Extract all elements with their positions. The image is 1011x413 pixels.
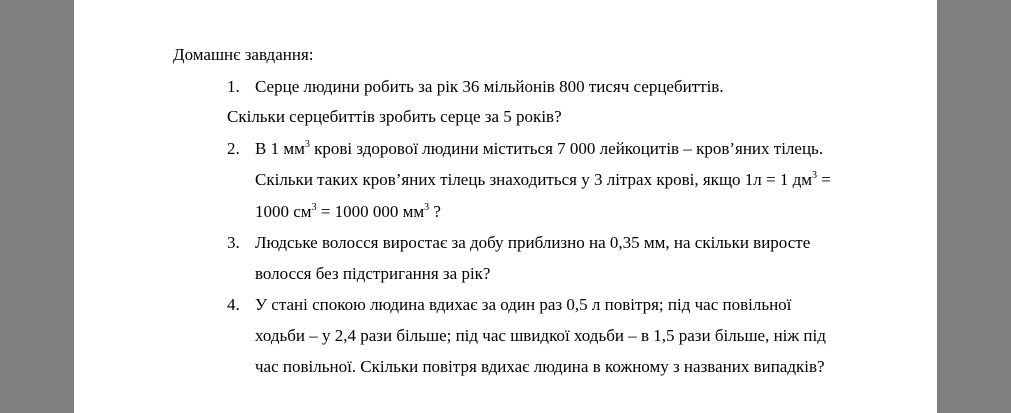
task-4-number: 4. bbox=[227, 295, 240, 314]
task-3-line-2: волосся без підстригання за рік? bbox=[255, 264, 491, 283]
superscript: 3 bbox=[812, 170, 818, 181]
superscript: 3 bbox=[424, 202, 430, 213]
task-2-line-2: Скільки таких кров’яних тілець знаходиться у 3 літрах крові, якщо 1л = 1 $дм^3$ = bbox=[255, 170, 831, 189]
task-4-line-2: ходьби – у 2,4 рази більше; під час швидкої ходьби – в 1,5 рази більше, ніж під bbox=[255, 326, 826, 345]
task-2-line-3: 1000 $см^3 = 1000$ 000 $мм^3$ ? bbox=[255, 202, 441, 221]
document-page bbox=[74, 0, 937, 413]
task-4-line-1: У стані спокою людина вдихає за один раз 0,5 л повітря; під час повільної bbox=[255, 295, 792, 314]
task-3-number: 3. bbox=[227, 233, 240, 252]
task-1-number: 1. bbox=[227, 77, 240, 96]
task-2-line-1-text: В 1 $мм^3$ крові здорової людини міститься 7 000 лейкоцитів – кров’яних тілець. bbox=[255, 139, 824, 158]
task-1-line-1: Серце людини робить за рік 36 мільйонів 800 тисяч серцебиттів. bbox=[255, 77, 724, 96]
task-4-line-3: час повільної. Скільки повітря вдихає людина в кожному з названих випадків? bbox=[255, 357, 825, 376]
superscript: 3 bbox=[311, 202, 317, 213]
task-3-line-1: Людське волосся виростає за добу приблизно на 0,35 мм, на скільки виросте bbox=[255, 233, 811, 252]
task-2-number: 2. bbox=[227, 139, 240, 158]
homework-title: Домашнє завдання: bbox=[173, 45, 314, 64]
task-2-line-1 bbox=[255, 139, 872, 159]
task-1-line-2: Скільки серцебиттів зробить серце за 5 років? bbox=[227, 107, 562, 126]
superscript: 3 bbox=[304, 139, 310, 150]
